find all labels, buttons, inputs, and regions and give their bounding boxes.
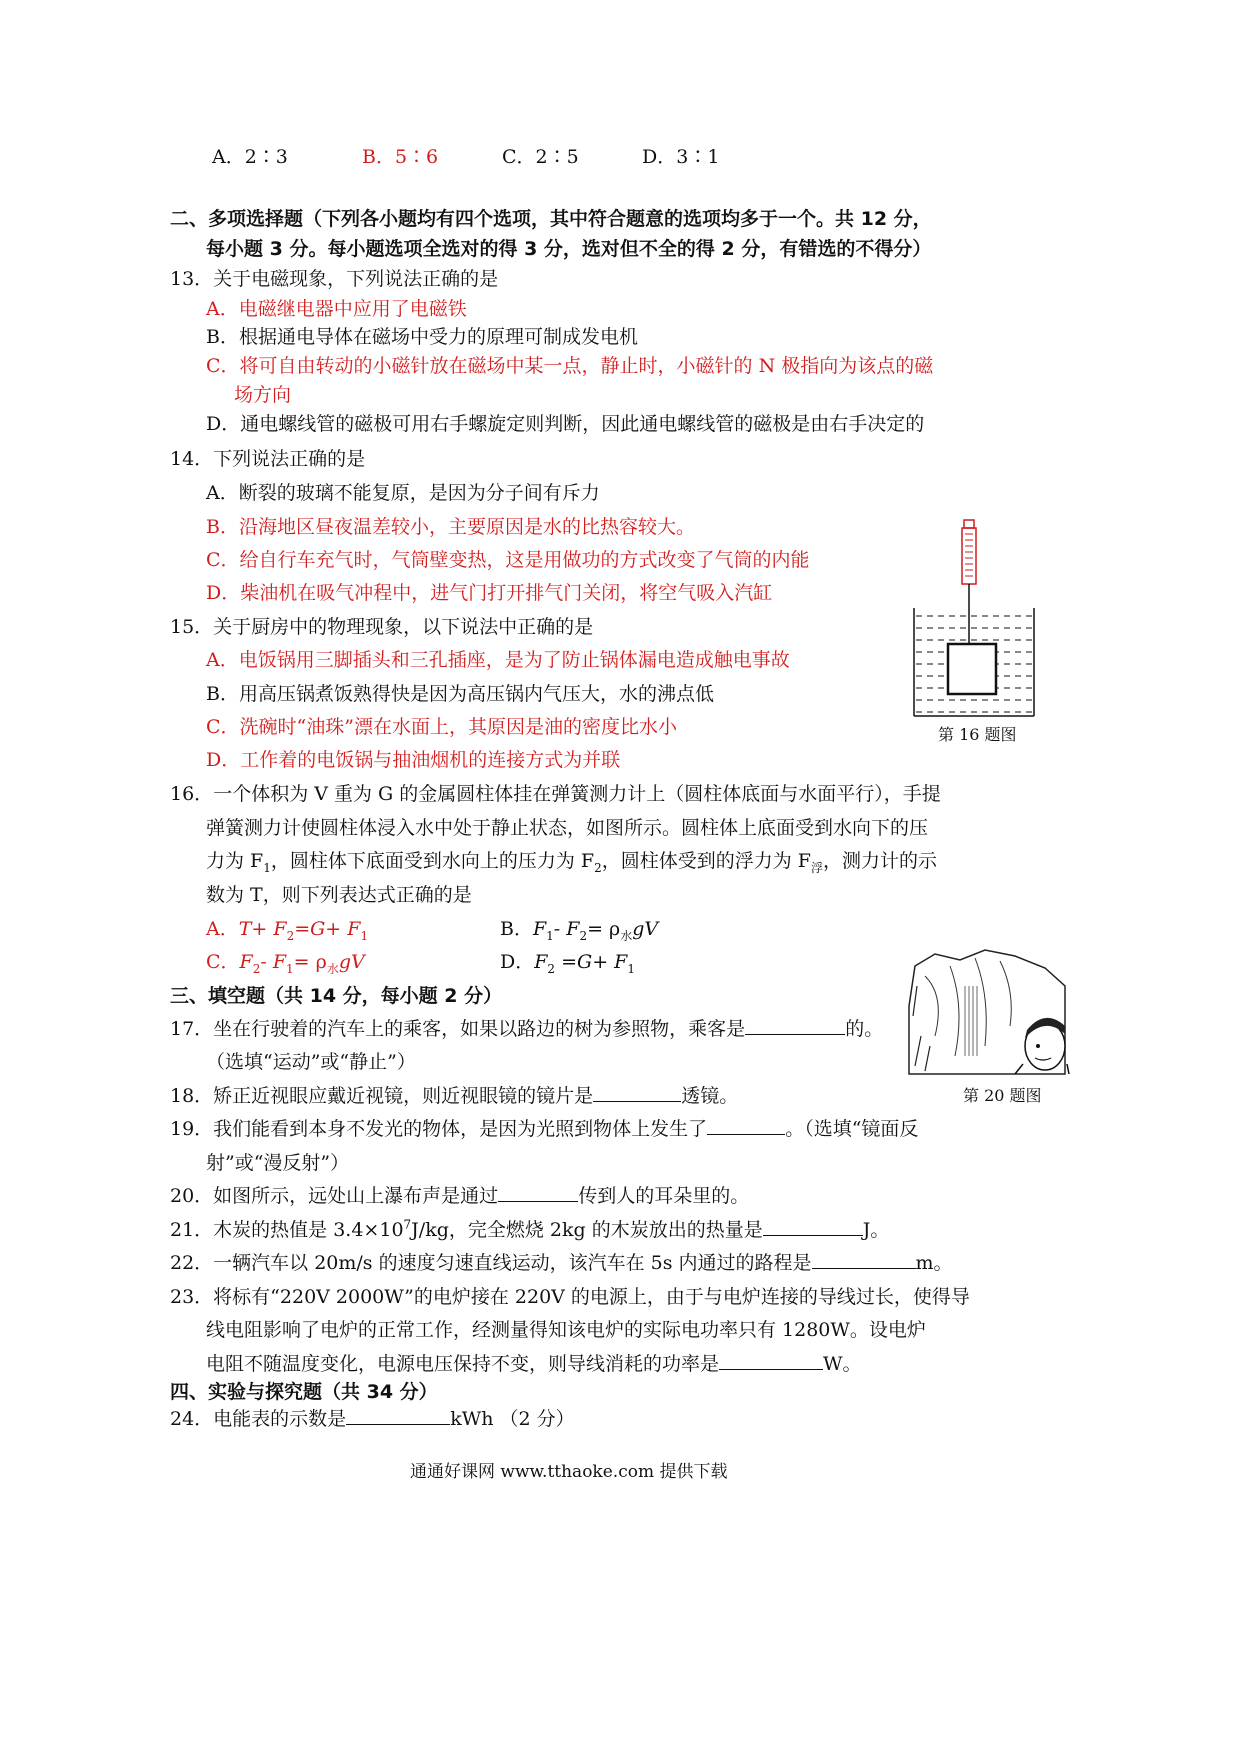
q16-option-d-p1: F xyxy=(534,951,548,973)
q17-text-b: 的。 xyxy=(845,1018,884,1040)
section-2-title-line2: 每小题 3 分。每小题选项全选对的得 3 分，选对但不全的得 2 分，有错选的不得分） xyxy=(206,238,932,260)
q21-text-b: J/kg，完全燃烧 2kg 的木炭放出的热量是 xyxy=(411,1219,763,1241)
q13-option-c-line1: C．将可自由转动的小磁针放在磁场中某一点，静止时，小磁针的 N 极指向为该点的磁 xyxy=(206,355,934,377)
q16-option-d-sub1: 1 xyxy=(627,961,635,976)
q18-text-b: 透镜。 xyxy=(681,1085,739,1107)
q16-sub-2: 2 xyxy=(594,860,602,875)
q19-text-b: 。（选填“镜面反 xyxy=(785,1118,919,1140)
q18-answer-blank[interactable] xyxy=(593,1083,681,1102)
q21-text-a: 21．木炭的热值是 3.4×10 xyxy=(170,1219,404,1241)
q16-option-b-sub1: 1 xyxy=(546,928,554,943)
q16-line3-a: 力为 F xyxy=(206,850,264,872)
q16-option-a-sub1: 1 xyxy=(360,928,369,943)
q20-line xyxy=(170,1181,749,1208)
section-3-title: 三、填空题（共 14 分，每小题 2 分） xyxy=(170,985,503,1007)
q15-option-b: B．用高压锅煮饭熟得快是因为高压锅内气压大，水的沸点低 xyxy=(206,683,714,705)
q23-answer-blank[interactable] xyxy=(719,1351,823,1370)
q17-line2: （选填“运动”或“静止”） xyxy=(206,1051,416,1073)
q16-option-d-p2: =G+ F xyxy=(555,951,628,973)
q16-option-b-sub-water: 水 xyxy=(620,928,633,943)
q16-option-c-sub-water: 水 xyxy=(326,961,339,976)
q16-option-a-p2: =G+ F xyxy=(294,918,361,940)
q16-option-c-p3: = ρ xyxy=(293,951,327,973)
q12-option-a: A．2∶3 xyxy=(212,146,288,168)
q15-option-a: A．电饭锅用三脚插头和三孔插座，是为了防止锅体漏电造成触电事故 xyxy=(206,649,790,671)
figure-20-waterfall-illustration xyxy=(905,946,1070,1076)
q22-text-b: m。 xyxy=(915,1252,953,1274)
q23-line3 xyxy=(206,1349,862,1376)
q24-line xyxy=(170,1404,575,1431)
q13-option-d: D．通电螺线管的磁极可用右手螺旋定则判断，因此通电螺线管的磁极是由右手决定的 xyxy=(206,413,925,435)
q19-text-a: 19．我们能看到本身不发光的物体，是因为光照到物体上发生了 xyxy=(170,1118,708,1140)
q13-option-c-line2: 场方向 xyxy=(234,384,292,406)
q12-option-b: B．5∶6 xyxy=(362,146,439,168)
q18-text-a: 18．矫正近视眼应戴近视镜，则近视眼镜的镜片是 xyxy=(170,1085,594,1107)
q16-option-c-label: C． xyxy=(206,951,240,973)
q16-option-d-sub2: 2 xyxy=(547,961,556,976)
q16-option-c-p1: F xyxy=(239,951,253,973)
q14-option-d: D．柴油机在吸气冲程中，进气门打开排气门关闭，将空气吸入汽缸 xyxy=(206,582,773,604)
q16-line4: 数为 T，则下列表达式正确的是 xyxy=(206,884,472,906)
q16-option-a xyxy=(206,914,368,943)
q16-line3-d: ，测力计的示 xyxy=(823,850,938,872)
q23-text-b: W。 xyxy=(823,1353,862,1375)
q23-line2: 线电阻影响了电炉的正常工作，经测量得知该电炉的实际电功率只有 1280W。设电炉 xyxy=(206,1319,926,1341)
q15-option-d: D．工作着的电饭锅与抽油烟机的连接方式为并联 xyxy=(206,749,621,771)
q20-answer-blank[interactable] xyxy=(498,1183,578,1202)
q19-line2: 射”或“漫反射”） xyxy=(206,1152,350,1174)
q24-answer-blank[interactable] xyxy=(346,1406,450,1425)
q16-option-b-p1: F xyxy=(532,918,547,940)
figure-16-caption: 第 16 题图 xyxy=(938,725,1017,744)
q16-option-c xyxy=(206,947,365,977)
q24-text-a: 24．电能表的示数是 xyxy=(170,1408,347,1430)
q16-option-c-sub1: 1 xyxy=(286,961,294,976)
q16-option-b-label: B． xyxy=(500,918,533,940)
q16-line1 xyxy=(170,779,941,806)
q22-answer-blank[interactable] xyxy=(812,1250,916,1269)
q19-answer-blank[interactable] xyxy=(707,1116,785,1135)
q14-option-b: B．沿海地区昼夜温差较小，主要原因是水的比热容较大。 xyxy=(206,516,695,538)
q17-line1 xyxy=(170,1014,883,1041)
figure-20-caption: 第 20 题图 xyxy=(963,1086,1042,1105)
q12-option-c: C．2∶5 xyxy=(502,146,579,168)
section-4-title: 四、实验与探究题（共 34 分） xyxy=(170,1381,438,1403)
q20-text-a: 20．如图所示，远处山上瀑布声是通过 xyxy=(170,1185,499,1207)
q16-option-b-sub2: 2 xyxy=(579,928,588,943)
q19-line1 xyxy=(170,1114,918,1141)
q16-sub-float: 浮 xyxy=(810,860,823,875)
q21-text-c: J。 xyxy=(862,1219,890,1241)
page-footer: 通通好课网 www.tthaoke.com 提供下载 xyxy=(410,1462,728,1482)
q16-option-a-label: A． xyxy=(206,918,239,940)
q12-option-d: D．3∶1 xyxy=(642,146,720,168)
q23-text-a: 电阻不随温度变化，电源电压保持不变，则导线消耗的功率是 xyxy=(206,1353,720,1375)
q14-option-a: A．断裂的玻璃不能复原，是因为分子间有斥力 xyxy=(206,482,600,504)
section-2-title-line1: 二、多项选择题（下列各小题均有四个选项，其中符合题意的选项均多于一个。共 12 分， xyxy=(170,208,932,230)
q16-line3-c: ，圆柱体受到的浮力为 F xyxy=(601,850,811,872)
q21-answer-blank[interactable] xyxy=(763,1217,863,1236)
q14-stem: 14．下列说法正确的是 xyxy=(170,448,366,470)
q23-line1: 23．将标有“220V 2000W”的电炉接在 220V 的电源上，由于与电炉连接的导线过长，使得导 xyxy=(170,1286,970,1308)
q22-text-a: 22．一辆汽车以 20m/s 的速度匀速直线运动，该汽车在 5s 内通过的路程是 xyxy=(170,1252,812,1274)
q15-option-c: C．洗碗时“油珠”漂在水面上，其原因是油的密度比水小 xyxy=(206,716,677,738)
q16-option-b-p2: - F xyxy=(553,918,580,940)
q17-answer-blank[interactable] xyxy=(745,1016,845,1035)
q24-text-b: kWh （2 分） xyxy=(450,1408,575,1430)
q16-option-b-p3: = ρ xyxy=(587,918,621,940)
q13-stem: 13．关于电磁现象，下列说法正确的是 xyxy=(170,268,499,290)
q22-line xyxy=(170,1248,953,1275)
q16-line1-text: 一个体积为 V 重为 G 的金属圆柱体挂在弹簧测力计上（圆柱体底面与水面平行），手提 xyxy=(213,783,941,805)
q16-option-d xyxy=(500,947,635,976)
q16-option-d-label: D． xyxy=(500,951,535,973)
figure-16-spring-scale-diagram xyxy=(912,518,1042,718)
q16-line3 xyxy=(206,846,937,876)
q15-stem: 15．关于厨房中的物理现象，以下说法中正确的是 xyxy=(170,616,594,638)
q16-number: 16． xyxy=(170,783,214,805)
q21-line xyxy=(170,1215,889,1242)
q16-option-c-p4: gV xyxy=(338,951,365,973)
q16-option-a-p1: T+ F xyxy=(238,918,287,940)
q17-text-a: 17．坐在行驶着的汽车上的乘客，如果以路边的树为参照物，乘客是 xyxy=(170,1018,746,1040)
q21-exponent: 7 xyxy=(403,1217,412,1232)
q16-line3-b: ，圆柱体下底面受到水向上的压力为 F xyxy=(270,850,595,872)
q16-sub-1: 1 xyxy=(263,860,271,875)
q16-option-c-sub2: 2 xyxy=(252,961,261,976)
q16-option-b xyxy=(500,914,658,944)
q14-option-c: C．给自行车充气时，气筒壁变热，这是用做功的方式改变了气筒的内能 xyxy=(206,549,810,571)
q13-option-b: B．根据通电导体在磁场中受力的原理可制成发电机 xyxy=(206,326,638,348)
q16-option-b-p4: gV xyxy=(632,918,659,940)
q16-option-a-sub2: 2 xyxy=(286,928,295,943)
q20-text-b: 传到人的耳朵里的。 xyxy=(578,1185,750,1207)
q13-option-a: A．电磁继电器中应用了电磁铁 xyxy=(206,298,467,320)
q18-line xyxy=(170,1081,738,1108)
q16-option-c-p2: - F xyxy=(260,951,287,973)
q16-line2: 弹簧测力计使圆柱体浸入水中处于静止状态，如图所示。圆柱体上底面受到水向下的压 xyxy=(206,817,929,839)
